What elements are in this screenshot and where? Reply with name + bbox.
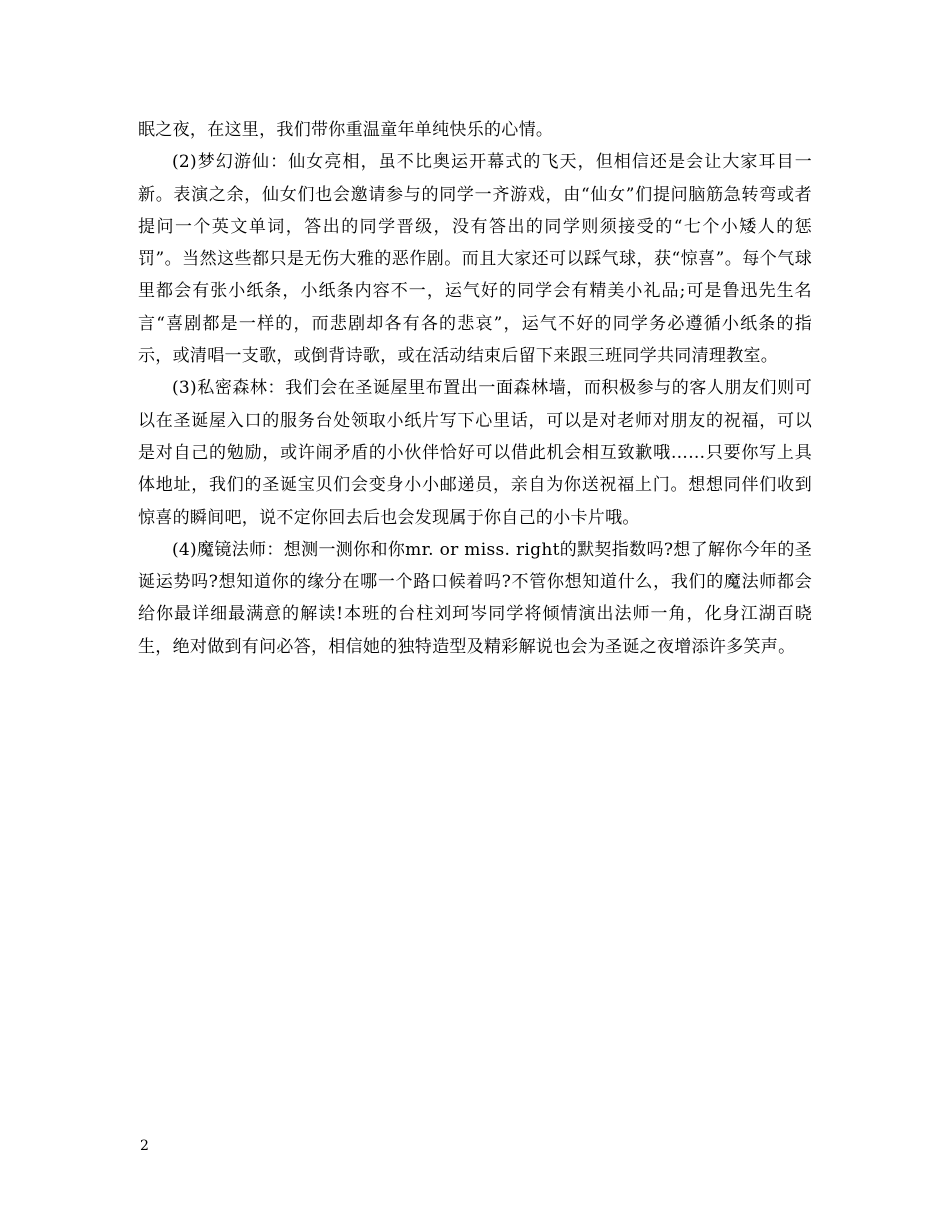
paragraph-continuation: 眠之夜，在这里，我们带你重温童年单纯快乐的心情。 (138, 120, 554, 140)
paragraph-secret-forest: (3)私密森林：我们会在圣诞屋里布置出一面森林墙，而积极参与的客人朋友们则可以在圣诞屋入口的服务台处领取小纸片写下心里话，可以是对老师对朋友的祝福，可以是对自己的勉励，或许闹矛盾的小伙伴恰好可以借此机会相互致歉哦……只要你写上具体地址，我们的圣诞宝贝们会变身小小邮递员，亲自为你送祝福上门。想想同伴们收到惊喜的瞬间吧，说不定你回去后也会发现属于你自己的小卡片哦。 (138, 378, 812, 528)
page-number: 2 (140, 1138, 149, 1154)
document-body (138, 114, 812, 663)
paragraph-dream-fairy: (2)梦幻游仙：仙女亮相，虽不比奥运开幕式的飞天，但相信还是会让大家耳目一新。表演之余，仙女们也会邀请参与的同学一齐游戏，由“仙女”们提问脑筋急转弯或者提问一个英文单词，答出的同学晋级，没有答出的同学则须接受的“七个小矮人的惩罚”。当然这些都只是无伤大雅的恶作剧。而且大家还可以踩气球，获“惊喜”。每个气球里都会有张小纸条，小纸条内容不一，运气好的同学会有精美小礼品;可是鲁迅先生名言“喜剧都是一样的，而悲剧却各有各的悲哀”，运气不好的同学务必遵循小纸条的指示，或清唱一支歌，或倒背诗歌，或在活动结束后留下来跟三班同学共同清理教室。 (138, 152, 812, 367)
paragraph-magic-mirror: (4)魔镜法师：想测一测你和你mr. or miss. right的默契指数吗?想了解你今年的圣诞运势吗?想知道你的缘分在哪一个路口候着吗?不管你想知道什么，我们的魔法师都会给你最详细最满意的解读!本班的台柱刘珂岑同学将倾情演出法师一角，化身江湖百晓生，绝对做到有问必答，相信她的独特造型及精彩解说也会为圣诞之夜增添许多笑声。 (138, 539, 812, 657)
